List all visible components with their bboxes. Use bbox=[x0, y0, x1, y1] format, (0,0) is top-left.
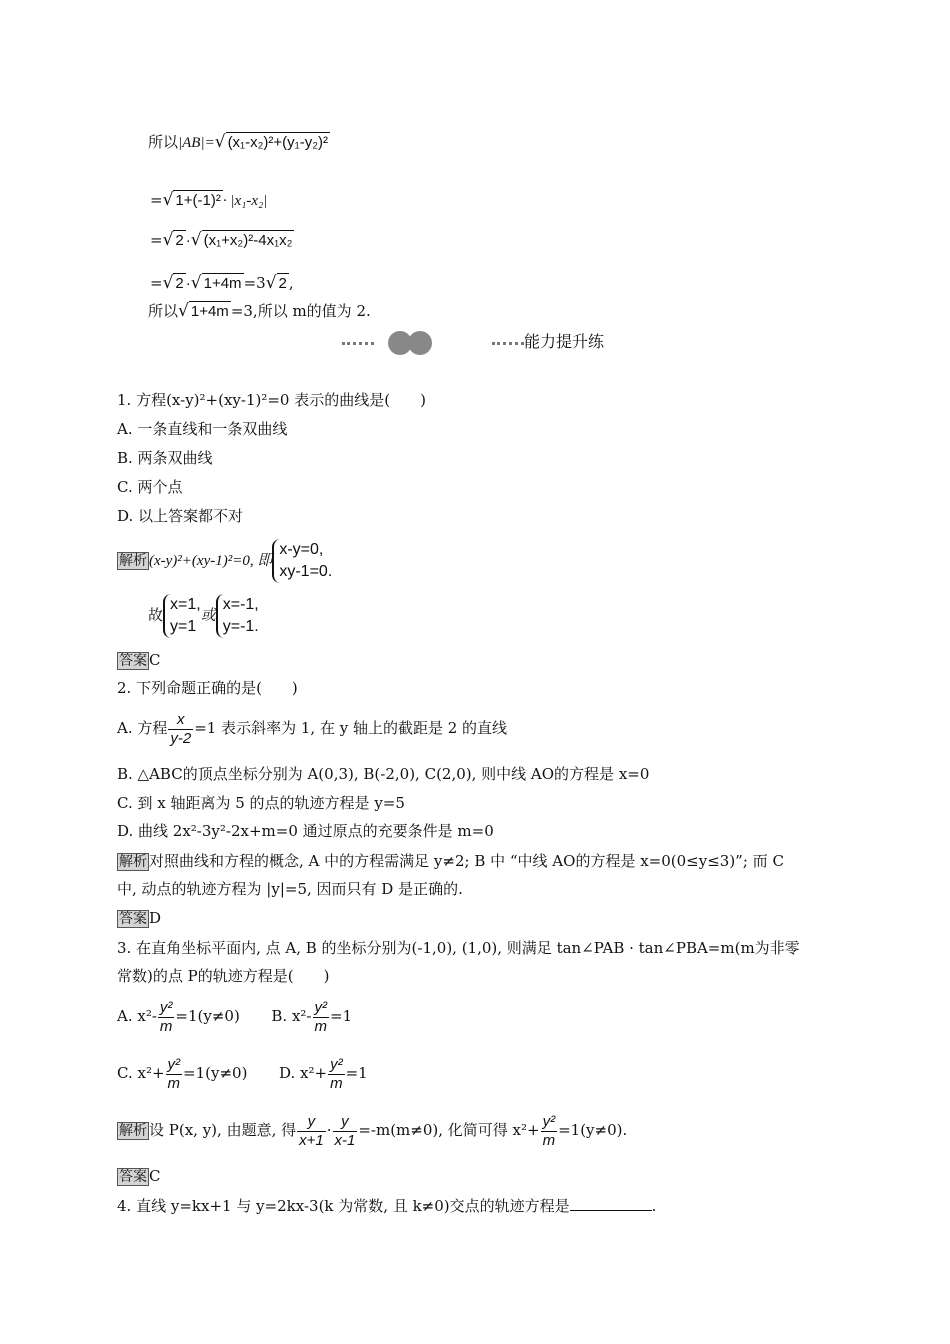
answer-value: C bbox=[149, 651, 161, 669]
fraction bbox=[313, 999, 330, 1036]
fraction bbox=[168, 711, 193, 748]
q2-analysis-line-1 bbox=[117, 851, 784, 872]
math-text: · |x₁-x₂| bbox=[222, 193, 268, 209]
sqrt-symbol: √ bbox=[190, 273, 202, 293]
fraction bbox=[328, 1056, 345, 1093]
answer-tag: 答案 bbox=[119, 1169, 147, 1185]
q1-answer bbox=[117, 650, 160, 671]
denominator: m bbox=[542, 1131, 556, 1149]
radicand: 1+(-1)² bbox=[175, 192, 221, 209]
radicand: 1+4m bbox=[203, 275, 242, 292]
analysis-text: =1(y≠0). bbox=[558, 1121, 628, 1139]
analysis-tag: 解析 bbox=[119, 854, 147, 870]
text: =1(y≠0) bbox=[183, 1064, 248, 1082]
radicand: (x₁-x₂)²+(y₁-y₂)² bbox=[227, 134, 329, 151]
radicand: 1+4m bbox=[190, 303, 229, 320]
denominator: x-1 bbox=[334, 1131, 356, 1149]
q3-analysis bbox=[117, 1110, 627, 1151]
section-banner bbox=[342, 328, 612, 358]
fraction bbox=[158, 999, 175, 1036]
numerator: y bbox=[297, 1113, 326, 1132]
sqrt-symbol: √ bbox=[162, 230, 174, 250]
answer-value: C bbox=[149, 1167, 161, 1185]
equation: y=1 bbox=[170, 618, 197, 635]
option-a bbox=[117, 708, 507, 748]
equation: y=-1. bbox=[222, 618, 259, 635]
sqrt-symbol: √ bbox=[162, 273, 174, 293]
radicand: 2 bbox=[278, 275, 287, 292]
denominator: m bbox=[330, 1074, 343, 1092]
equals: = bbox=[150, 231, 163, 249]
question-3-stem-line-2: 常数)的点 P的轨迹方程是( ) bbox=[117, 967, 330, 985]
analysis-text: 设 P(x, y), 由题意, 得 bbox=[149, 1121, 297, 1139]
numerator: y² bbox=[314, 998, 327, 1016]
math-text: =3 bbox=[243, 274, 266, 292]
answer-value: D bbox=[149, 909, 162, 927]
sqrt-symbol: √ bbox=[214, 132, 226, 152]
option-b: B. 两条双曲线 bbox=[117, 449, 213, 467]
q2-answer bbox=[117, 908, 161, 929]
q3-options-row-2 bbox=[117, 1053, 368, 1093]
equals: = bbox=[150, 191, 163, 209]
text: =1 bbox=[345, 1064, 368, 1082]
analysis-tag: 解析 bbox=[119, 1123, 147, 1139]
equation-system bbox=[163, 594, 201, 638]
math-text: |AB|= bbox=[178, 135, 215, 151]
circle-ornament-icon bbox=[408, 331, 432, 355]
analysis-text: 对照曲线和方程的概念, A 中的方程需满足 y≠2; B 中 “中线 AO的方程是 x=0(0≤y≤3)”; 而 C bbox=[149, 852, 784, 870]
question-4-stem bbox=[117, 1196, 656, 1216]
text: =1 bbox=[330, 1007, 353, 1025]
text: =1(y≠0) bbox=[175, 1007, 240, 1025]
derivation-line-2 bbox=[150, 190, 267, 211]
numerator: y bbox=[333, 1113, 358, 1132]
answer-blank[interactable] bbox=[570, 1210, 652, 1211]
equation: x=1, bbox=[170, 596, 201, 613]
equation: x=-1, bbox=[222, 596, 259, 613]
q1-solution bbox=[148, 593, 259, 638]
dot: · bbox=[326, 1121, 332, 1139]
denominator: m bbox=[314, 1017, 327, 1035]
q2-analysis-line-2: 中, 动点的轨迹方程为 |y|=5, 因而只有 D 是正确的. bbox=[117, 880, 463, 898]
text: 故 bbox=[148, 606, 164, 624]
derivation-line-1 bbox=[148, 132, 330, 153]
text: 或 bbox=[200, 608, 216, 624]
numerator: y² bbox=[159, 998, 173, 1016]
section-title: 能力提升练 bbox=[524, 332, 605, 351]
text: 4. 直线 y=kx+1 与 y=2kx-3(k 为常数, 且 k≠0)交点的轨迹方程是 bbox=[117, 1197, 570, 1215]
equation: xy-1=0. bbox=[279, 563, 333, 580]
option-d: D. 曲线 2x²-3y²-2x+m=0 通过原点的充要条件是 m=0 bbox=[117, 822, 494, 840]
denominator: y-2 bbox=[170, 729, 192, 747]
text: =1 表示斜率为 1, 在 y 轴上的截距是 2 的直线 bbox=[194, 719, 508, 737]
q3-answer bbox=[117, 1166, 160, 1187]
sqrt-symbol: √ bbox=[190, 230, 202, 250]
text: A. 方程 bbox=[117, 719, 168, 737]
radicand: (x₁+x₂)²-4x₁x₂ bbox=[203, 232, 293, 249]
denominator: m bbox=[167, 1074, 181, 1092]
dotted-line bbox=[492, 342, 524, 345]
radicand: 2 bbox=[175, 275, 184, 292]
option-a: A. x²- bbox=[117, 1007, 157, 1025]
numerator: y² bbox=[330, 1055, 343, 1073]
sqrt-symbol: √ bbox=[162, 190, 174, 210]
denominator: x+1 bbox=[299, 1131, 324, 1149]
text: . bbox=[651, 1197, 657, 1215]
option-c: C. 两个点 bbox=[117, 478, 183, 496]
dotted-line bbox=[342, 342, 374, 345]
equation-system bbox=[216, 594, 259, 638]
numerator: y² bbox=[542, 1112, 556, 1130]
derivation-line-4: =√ 2 ·√ 1+4m =3√ 2 , bbox=[150, 273, 294, 293]
option-b: B. x²- bbox=[271, 1007, 312, 1025]
fraction bbox=[166, 1056, 183, 1093]
equals: = bbox=[150, 274, 163, 292]
analysis-tag: 解析 bbox=[119, 553, 147, 569]
analysis-text: (x-y)²+(xy-1)²=0, 即 bbox=[149, 553, 273, 569]
answer-tag: 答案 bbox=[119, 653, 147, 669]
option-d: D. x²+ bbox=[279, 1064, 328, 1082]
derivation-line-3: =√ 2 ·√ (x₁+x₂)²-4x₁x₂ bbox=[150, 230, 293, 250]
answer-tag: 答案 bbox=[119, 911, 147, 927]
fraction bbox=[297, 1113, 326, 1150]
option-b: B. △ABC的顶点坐标分别为 A(0,3), B(-2,0), C(2,0), 则中线 AO的方程是 x=0 bbox=[117, 765, 650, 783]
analysis-text: =-m(m≠0), 化简可得 x²+ bbox=[358, 1121, 540, 1139]
option-c: C. 到 x 轴距离为 5 的点的轨迹方程是 y=5 bbox=[117, 794, 405, 812]
text: 所以 bbox=[148, 302, 179, 320]
equation: x-y=0, bbox=[279, 541, 324, 558]
option-c: C. x²+ bbox=[117, 1064, 165, 1082]
derivation-line-5 bbox=[148, 301, 371, 322]
equation-system bbox=[272, 539, 332, 583]
sqrt-symbol: √ bbox=[178, 301, 189, 321]
numerator: x bbox=[168, 711, 193, 730]
punct: , bbox=[288, 274, 294, 292]
text: =3,所以 m的值为 2. bbox=[230, 302, 371, 320]
option-a: A. 一条直线和一条双曲线 bbox=[117, 420, 288, 438]
radicand: 2 bbox=[175, 232, 184, 249]
denominator: m bbox=[159, 1017, 173, 1035]
numerator: y² bbox=[167, 1055, 181, 1073]
option-d: D. 以上答案都不对 bbox=[117, 507, 244, 525]
q3-options-row-1 bbox=[117, 996, 352, 1036]
question-2-stem: 2. 下列命题正确的是( ) bbox=[117, 679, 298, 697]
question-1-stem: 1. 方程(x-y)²+(xy-1)²=0 表示的曲线是( ) bbox=[117, 391, 426, 409]
sqrt-symbol: √ bbox=[265, 273, 277, 293]
text: 所以 bbox=[148, 133, 179, 151]
fraction bbox=[333, 1113, 358, 1150]
question-3-stem-line-1: 3. 在直角坐标平面内, 点 A, B 的坐标分别为(-1,0), (1,0), 则满足 tan∠PAB · tan∠PBA=m(m为非零 bbox=[117, 939, 800, 957]
q1-analysis bbox=[117, 538, 332, 583]
fraction bbox=[541, 1113, 558, 1150]
